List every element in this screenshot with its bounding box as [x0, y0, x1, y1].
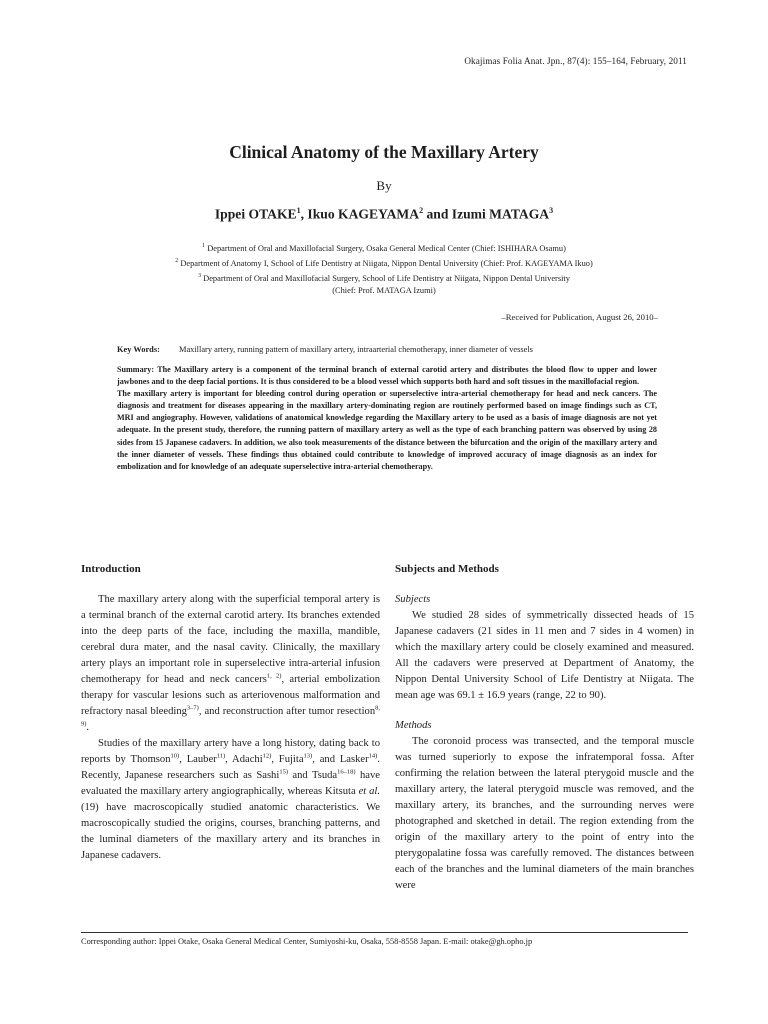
- affiliation-mark: 3: [198, 273, 202, 279]
- intro-text: , Lauber: [179, 754, 217, 765]
- author-mark: 3: [549, 206, 554, 215]
- introduction-heading: Introduction: [81, 563, 141, 575]
- citation[interactable]: 1, 2): [266, 672, 282, 680]
- affiliation-line: [0, 285, 768, 297]
- intro-text: .: [86, 722, 90, 733]
- intro-paragraph: [81, 592, 380, 736]
- intro-text: , arterial embolization therapy for vascular lesions such as arteriovenous malformation and refractory nasal bleeding: [81, 674, 380, 717]
- affiliation-line: [0, 240, 768, 255]
- affiliation-text: Department of Oral and Maxillofacial Surgery, Osaka General Medical Center (Chief: ISHIHARA Osamu): [207, 243, 566, 253]
- right-column: [395, 561, 694, 894]
- author-separator: ,: [300, 206, 308, 222]
- citation[interactable]: 15): [279, 768, 288, 776]
- keywords: [117, 345, 533, 354]
- citation[interactable]: 8, 9): [81, 704, 380, 728]
- subjects-subheading: Subjects: [395, 594, 431, 605]
- author-name: Izumi MATAGA: [451, 206, 550, 222]
- by-line: By: [376, 178, 392, 193]
- citation[interactable]: 11): [216, 752, 226, 760]
- keywords-text: Maxillary artery, running pattern of maxillary artery, intraarterial chemotherapy, inner diameter of vessels: [179, 345, 533, 354]
- citation[interactable]: 3–7): [186, 704, 199, 712]
- intro-text: and Tsuda: [287, 770, 338, 781]
- affiliation-text: Department of Oral and Maxillofacial Surgery, School of Life Dentistry at Niigata, Nippon Dental University: [203, 273, 570, 283]
- citation[interactable]: 10): [170, 752, 180, 760]
- paper-title: Clinical Anatomy of the Maxillary Artery: [229, 142, 539, 162]
- intro-text: have evaluated the maxillary artery angiographically, whereas Kitsuta: [81, 770, 380, 797]
- intro-text: . Recently, Japanese researchers such as Sashi: [81, 754, 380, 781]
- left-column: [81, 561, 380, 864]
- keywords-label: Key Words:: [117, 345, 160, 354]
- citation[interactable]: 14): [368, 752, 378, 760]
- corresponding-author-footnote: Corresponding author: Ippei Otake, Osaka General Medical Center, Sumiyoshi-ku, Osaka, 558-8558 Japan. E-mail: otake@gh.opho.jp: [81, 937, 533, 946]
- intro-text: The maxillary artery along with the superficial temporal artery is a terminal branch of the external carotid artery. Its branches extended into the deep parts of the face, including the maxilla, mandible, cerebral dura mater, and the nasal cavity. Clinically, the maxillary artery plays an important role in superselective intra-arterial infusion chemotherapy for head and neck cancers: [81, 594, 380, 685]
- affiliation-text: (Chief: Prof. MATAGA Izumi): [332, 286, 436, 295]
- intro-text: Studies of the maxillary artery have a long history, dating back to reports by Thomson: [81, 738, 380, 765]
- author-mark: 1: [296, 206, 301, 215]
- summary-paragraph: [117, 364, 657, 388]
- subjects-paragraph: We studied 28 sides of symmetrically dissected heads of 15 Japanese cadavers (21 sides in 11 men and 7 sides in 4 women) in which the maxillary artery could be closely examined and measured. All the cadavers were preserved at Department of Anatomy, the Nippon Dental University School of Life Dentistry at Niigata. The mean age was 69.1 ± 16.9 years (range, 22 to 90).: [395, 610, 694, 701]
- received-date: –Received for Publication, August 26, 2010–: [501, 312, 658, 322]
- author-mark: 2: [419, 206, 424, 215]
- intro-paragraph: [81, 736, 380, 864]
- affiliation-mark: 2: [175, 258, 179, 264]
- et-al: et al.: [358, 786, 380, 797]
- methods-subheading: Methods: [395, 720, 432, 731]
- intro-text: , and reconstruction after tumor resection: [198, 706, 376, 717]
- summary-block: [117, 364, 657, 473]
- affiliation-line: [0, 255, 768, 270]
- affiliation-text: Department of Anatomy I, School of Life Dentistry at Niigata, Nippon Dental University (Chief: Prof. KAGEYAMA Ikuo): [180, 258, 593, 268]
- affiliation-mark: 1: [202, 243, 206, 249]
- citation[interactable]: 12): [262, 752, 272, 760]
- intro-text: , Fujita: [271, 754, 304, 765]
- summary-text: : The Maxillary artery is a component of the terminal branch of external carotid artery and distributes the blood flow to upper and lower jawbones and to the deep facial portions. It is thus considered to be a blood vessel which supports both hard and soft tissues in the maxillofacial region.: [117, 365, 657, 387]
- summary-label: Summary: [117, 365, 152, 374]
- methods-heading: Subjects and Methods: [395, 563, 499, 575]
- journal-reference: Okajimas Folia Anat. Jpn., 87(4): 155–164, February, 2011: [464, 56, 687, 66]
- intro-text: (19) have macroscopically studied anatomic characteristics. We macroscopically studied the origins, courses, branching patterns, and the luminal diameters of the maxillary artery and its branches in Japanese cadavers.: [81, 802, 380, 861]
- summary-paragraph: The maxillary artery is important for bleeding control during operation or superselective intra-arterial chemotherapy for head and neck cancers. The diagnosis and treatment for diseases appearing in the maxillary artery-dominating region are routinely performed based on image findings such as CT, MRI and angiography. However, validations of anatomical knowledge regarding the Maxillary artery to be used as a basis of image diagnosis are not yet adequate. In the present study, therefore, the running pattern of maxillary artery as well as the type of each branching pattern was observed by using 28 sides from 15 Japanese cadavers. In addition, we also took measurements of the distance between the bifurcation and the origin of the maxillary artery and the inner diameter of vessels. These findings thus obtained could contribute to knowledge of improved accuracy of image diagnosis as an index for embolization and for knowledge of an adequate superselective intra-arterial chemotherapy.: [117, 389, 657, 471]
- footnote-divider: [81, 932, 688, 933]
- author-separator: and: [423, 206, 452, 222]
- citation[interactable]: 16–18): [337, 768, 356, 776]
- affiliations: [0, 240, 768, 297]
- affiliation-line: [0, 270, 768, 285]
- citation[interactable]: 13): [303, 752, 313, 760]
- author-name: Ikuo KAGEYAMA: [307, 206, 420, 222]
- intro-text: , Adachi: [225, 754, 263, 765]
- intro-text: , and Lasker: [312, 754, 369, 765]
- author-list: [0, 206, 768, 223]
- author-name: Ippei OTAKE: [214, 206, 297, 222]
- methods-paragraph: The coronoid process was transected, and the temporal muscle was turned superiorly to expose the infratemporal fossa. After confirming the relation between the lateral pterygoid muscle and the maxillary artery, the lateral pterygoid muscle was removed, and the maxillary artery, its branches, and the surrounding nerves were photographed and sketched in detail. The region extending from the origin of the maxillary artery to the point of entry into the pterygopalatine fossa was carefully removed. The distances between each of the branches and the luminal diameters of the main branches were: [395, 736, 694, 891]
